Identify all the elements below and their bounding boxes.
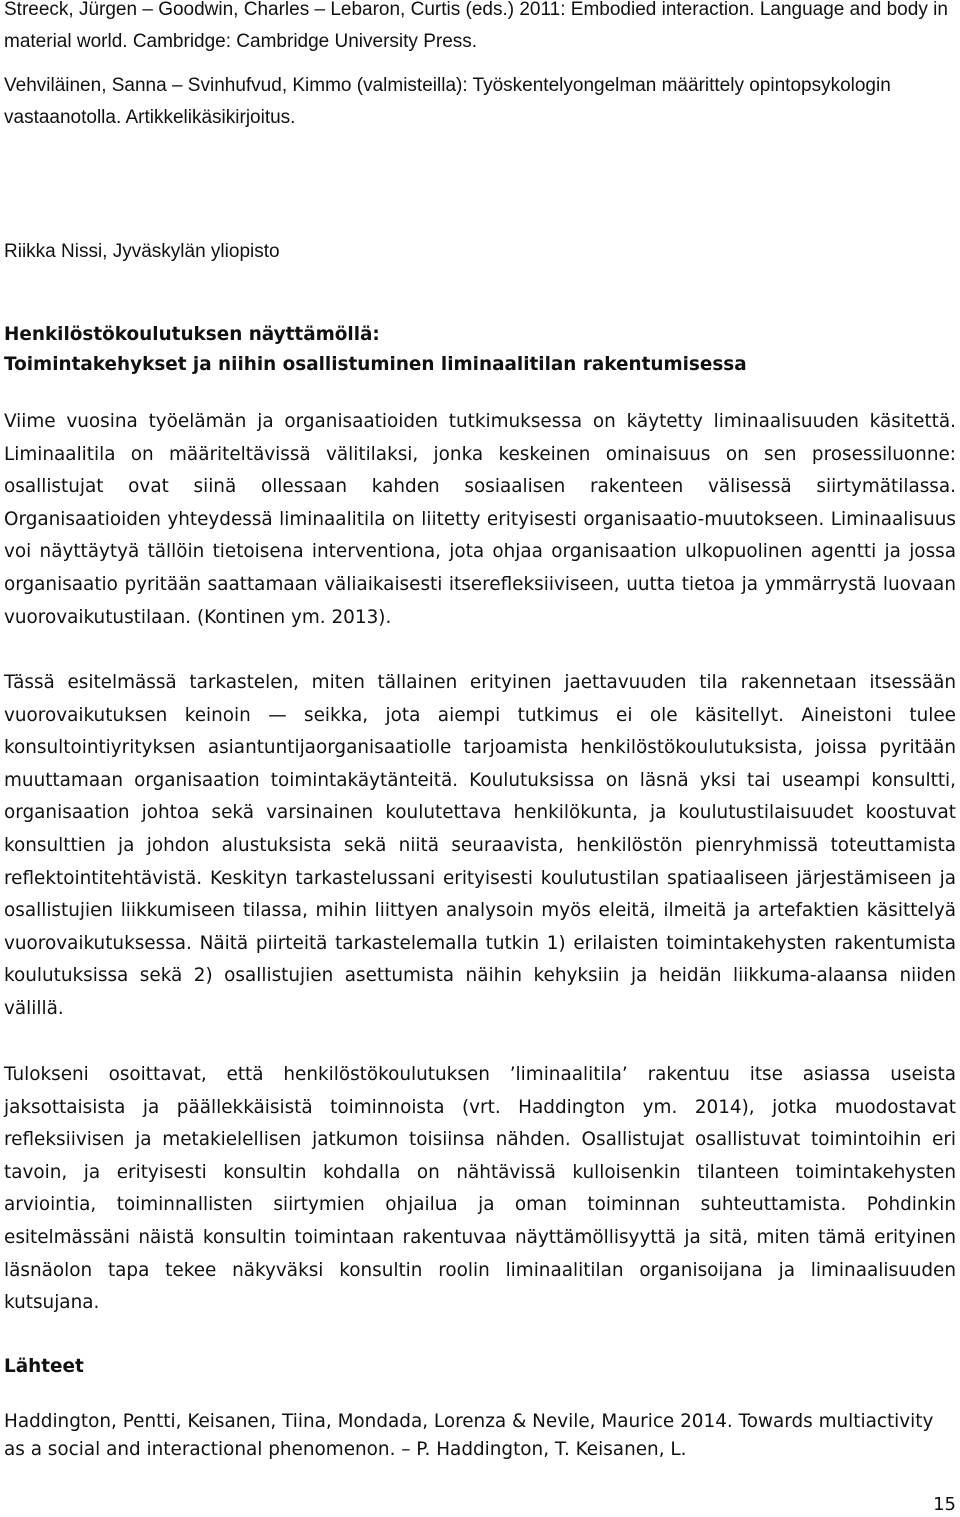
author-line: Riikka Nissi, Jyväskylän yliopisto	[4, 241, 280, 262]
references-heading: Lähteet	[4, 1356, 84, 1377]
paragraph-1: Viime vuosina työelämän ja organisaatioiden tutkimuksessa on käytetty liminaalisuuden käsitettä. Liminaalitila on määriteltävissä välitilaksi, jonka keskeinen ominaisuus on sen prosessiluonne: osallistujat ovat siinä ollessaan kahden sosiaalisen rakenteen välisessä siirtymätilassa. Organisaatioiden yhteydessä liminaalitila on liitetty erityisesti organisaatio-muutokseen. Liminaalisuus voi näyttäytyä tällöin tietoisena interventiona, jota ohjaa organisaation ulkopuolinen agentti ja jossa organisaatio pyritään saattamaan väliaikaisesti itserefleksiiviseen, uutta tietoa ja ymmärrystä luovaan vuorovaikutustilaan. (Kontinen ym. 2013).	[4, 411, 956, 628]
paragraph-2: Tässä esitelmässä tarkastelen, miten tällainen erityinen jaettavuuden tila rakennetaan itsessään vuorovaikutuksen keinoin — seikka, jota aiempi tutkimus ei ole käsitellyt. Aineistoni tulee konsultointiyrityksen asiantuntijaorganisaatiolle tarjoamista henkilöstökoulutuksista, joissa pyritään muuttamaan organisaation toimintakäytänteitä. Koulutuksissa on läsnä yksi tai useampi konsultti, organisaation johtoa sekä varsinainen koulutettava henkilökunta, ja koulutustilaisuudet koostuvat konsulttien ja johdon alustuksista sekä niitä seuraavista, henkilöstön pienryhmissä toteuttamista reflektointitehtävistä. Keskityn tarkastelussani erityisesti koulutustilan spatiaaliseen järjestämiseen ja osallistujien liikkumiseen tilassa, mihin liittyen analysoin myös eleitä, ilmeitä ja artefaktien käsittelyä vuorovaikutuksessa. Näitä piirteitä tarkastelemalla tutkin 1) erilaisten toimintakehysten rakentumista koulutuksissa sekä 2) osallistujien asettumista näihin kehyksiin ja heidän liikkuma-alaansa niiden välillä.	[4, 672, 956, 1019]
title-line-1: Henkilöstökoulutuksen näyttämöllä:	[4, 324, 380, 345]
reference-streeck: Streeck, Jürgen – Goodwin, Charles – Lebaron, Curtis (eds.) 2011: Embodied interaction. Language and body in material world. Cambridge: Cambridge University Press.	[4, 0, 948, 52]
reference-haddington: Haddington, Pentti, Keisanen, Tiina, Mondada, Lorenza & Nevile, Maurice 2014. Towards multiactivity as a social and interactional phenomenon. – P. Haddington, T. Keisanen, L.	[4, 1411, 934, 1460]
page-number: 15	[933, 1494, 956, 1515]
reference-vehvilainen: Vehviläinen, Sanna – Svinhufvud, Kimmo (valmisteilla): Työskentelyongelman määrittely opintopsykologin vastaanotolla. Artikkelikäsikirjoitus.	[4, 75, 891, 128]
paragraph-3: Tulokseni osoittavat, että henkilöstökoulutuksen ’liminaalitila’ rakentuu itse asiassa useista jaksottaisista ja päällekkäisistä toiminnoista (vrt. Haddington ym. 2014), jotka muodostavat refleksiivisen ja metakielellisen jatkumon toisiinsa nähden. Osallistujat osallistuvat toimintoihin eri tavoin, ja erityisesti konsultin kohdalla on nähtävissä kulloisenkin tilanteen toimintakehysten arviointia, toiminnallisten siirtymien ohjailua ja oman toiminnan suhteuttamista. Pohdinkin esitelmässäni näistä konsultin toimintaan rakentuvaa näyttämöllisyyttä ja sitä, miten tämä erityinen läsnäolon tapa tekee näkyväksi konsultin roolin liminaalitilan organisoijana ja liminaalisuuden kutsujana.	[4, 1064, 956, 1314]
title-line-2: Toimintakehykset ja niihin osallistuminen liminaalitilan rakentumisessa	[4, 354, 747, 375]
